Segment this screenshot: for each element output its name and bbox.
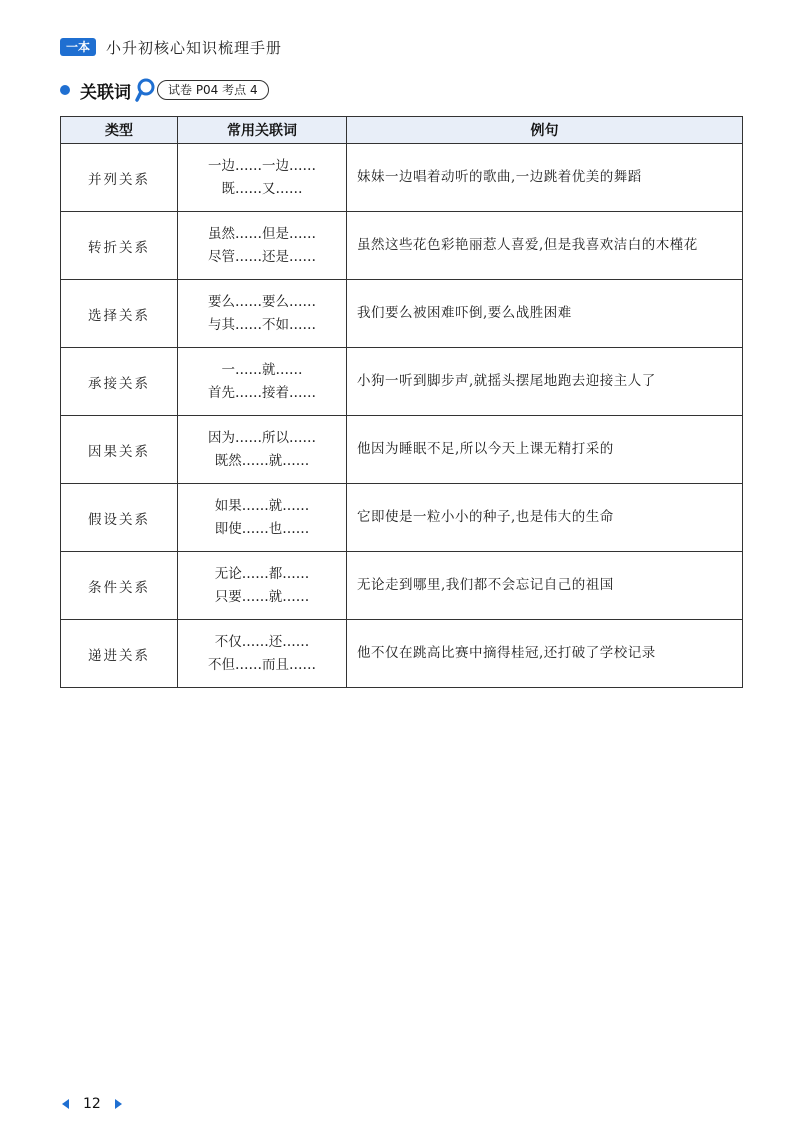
table-row <box>61 212 743 280</box>
table-header-row <box>61 117 743 144</box>
section-title: 关联词 <box>80 82 131 103</box>
table-row <box>61 144 743 212</box>
table-row <box>61 484 743 552</box>
example-sentence: 他因为睡眠不足,所以今天上课无精打采的 <box>347 416 743 484</box>
conjunction-pair <box>178 348 347 416</box>
next-page-icon[interactable] <box>115 1099 122 1109</box>
conjunction-line: 如果……就…… <box>214 497 310 514</box>
table-row <box>61 348 743 416</box>
conjunction-pair <box>178 144 347 212</box>
conjunction-pair <box>178 552 347 620</box>
page-header <box>60 36 282 58</box>
example-sentence: 虽然这些花色彩艳丽惹人喜爱,但是我喜欢洁白的木槿花 <box>347 212 743 280</box>
conjunction-line: 无论……都…… <box>214 565 310 582</box>
relation-type: 转折关系 <box>61 212 178 280</box>
relation-type: 因果关系 <box>61 416 178 484</box>
example-sentence: 小狗一听到脚步声,就摇头摆尾地跑去迎接主人了 <box>347 348 743 416</box>
conjunction-line: 不但……而且…… <box>208 656 316 673</box>
conjunction-line: 尽管……还是…… <box>208 248 316 265</box>
header-type: 类型 <box>61 117 178 144</box>
conjunction-pair <box>178 484 347 552</box>
relation-type: 并列关系 <box>61 144 178 212</box>
conjunction-line: 要么……要么…… <box>208 293 316 310</box>
manual-title: 小升初核心知识梳理手册 <box>106 38 283 57</box>
example-sentence: 无论走到哪里,我们都不会忘记自己的祖国 <box>347 552 743 620</box>
conjunction-line: 与其……不如…… <box>208 316 316 333</box>
example-sentence: 他不仅在跳高比赛中摘得桂冠,还打破了学校记录 <box>347 620 743 688</box>
previous-page-icon[interactable] <box>62 1099 69 1109</box>
conjunction-line: 既然……就…… <box>214 452 310 469</box>
page-footer <box>62 1096 122 1112</box>
table-row <box>61 620 743 688</box>
conjunction-line: 只要……就…… <box>214 588 310 605</box>
conjunction-line: 一边……一边…… <box>208 157 316 174</box>
relation-type: 选择关系 <box>61 280 178 348</box>
magnifier-icon <box>135 77 157 103</box>
conjunction-table-container <box>60 116 742 688</box>
conjunction-pair <box>178 620 347 688</box>
relation-type: 递进关系 <box>61 620 178 688</box>
exam-reference-tag[interactable]: 试卷 P04 考点 4 <box>157 80 269 100</box>
conjunction-line: 即使……也…… <box>214 520 310 537</box>
conjunction-line: 虽然……但是…… <box>208 225 316 242</box>
conjunction-pair <box>178 280 347 348</box>
section-heading <box>60 77 269 103</box>
conjunction-line: 首先……接着…… <box>208 384 316 401</box>
relation-type: 假设关系 <box>61 484 178 552</box>
header-conjunctions: 常用关联词 <box>178 117 347 144</box>
example-sentence: 我们要么被困难吓倒,要么战胜困难 <box>347 280 743 348</box>
table-row <box>61 416 743 484</box>
brand-logo: 一本 <box>60 38 96 56</box>
table-row <box>61 280 743 348</box>
conjunction-line: 既……又…… <box>221 180 303 197</box>
relation-type: 承接关系 <box>61 348 178 416</box>
example-sentence: 它即使是一粒小小的种子,也是伟大的生命 <box>347 484 743 552</box>
bullet-dot-icon <box>60 85 70 95</box>
conjunction-pair <box>178 416 347 484</box>
conjunction-table <box>60 116 743 688</box>
conjunction-line: 因为……所以…… <box>208 429 316 446</box>
header-example: 例句 <box>347 117 743 144</box>
relation-type: 条件关系 <box>61 552 178 620</box>
conjunction-line: 不仅……还…… <box>214 633 310 650</box>
page-number: 12 <box>83 1096 101 1112</box>
conjunction-line: 一……就…… <box>221 361 303 378</box>
example-sentence: 妹妹一边唱着动听的歌曲,一边跳着优美的舞蹈 <box>347 144 743 212</box>
table-row <box>61 552 743 620</box>
conjunction-pair <box>178 212 347 280</box>
